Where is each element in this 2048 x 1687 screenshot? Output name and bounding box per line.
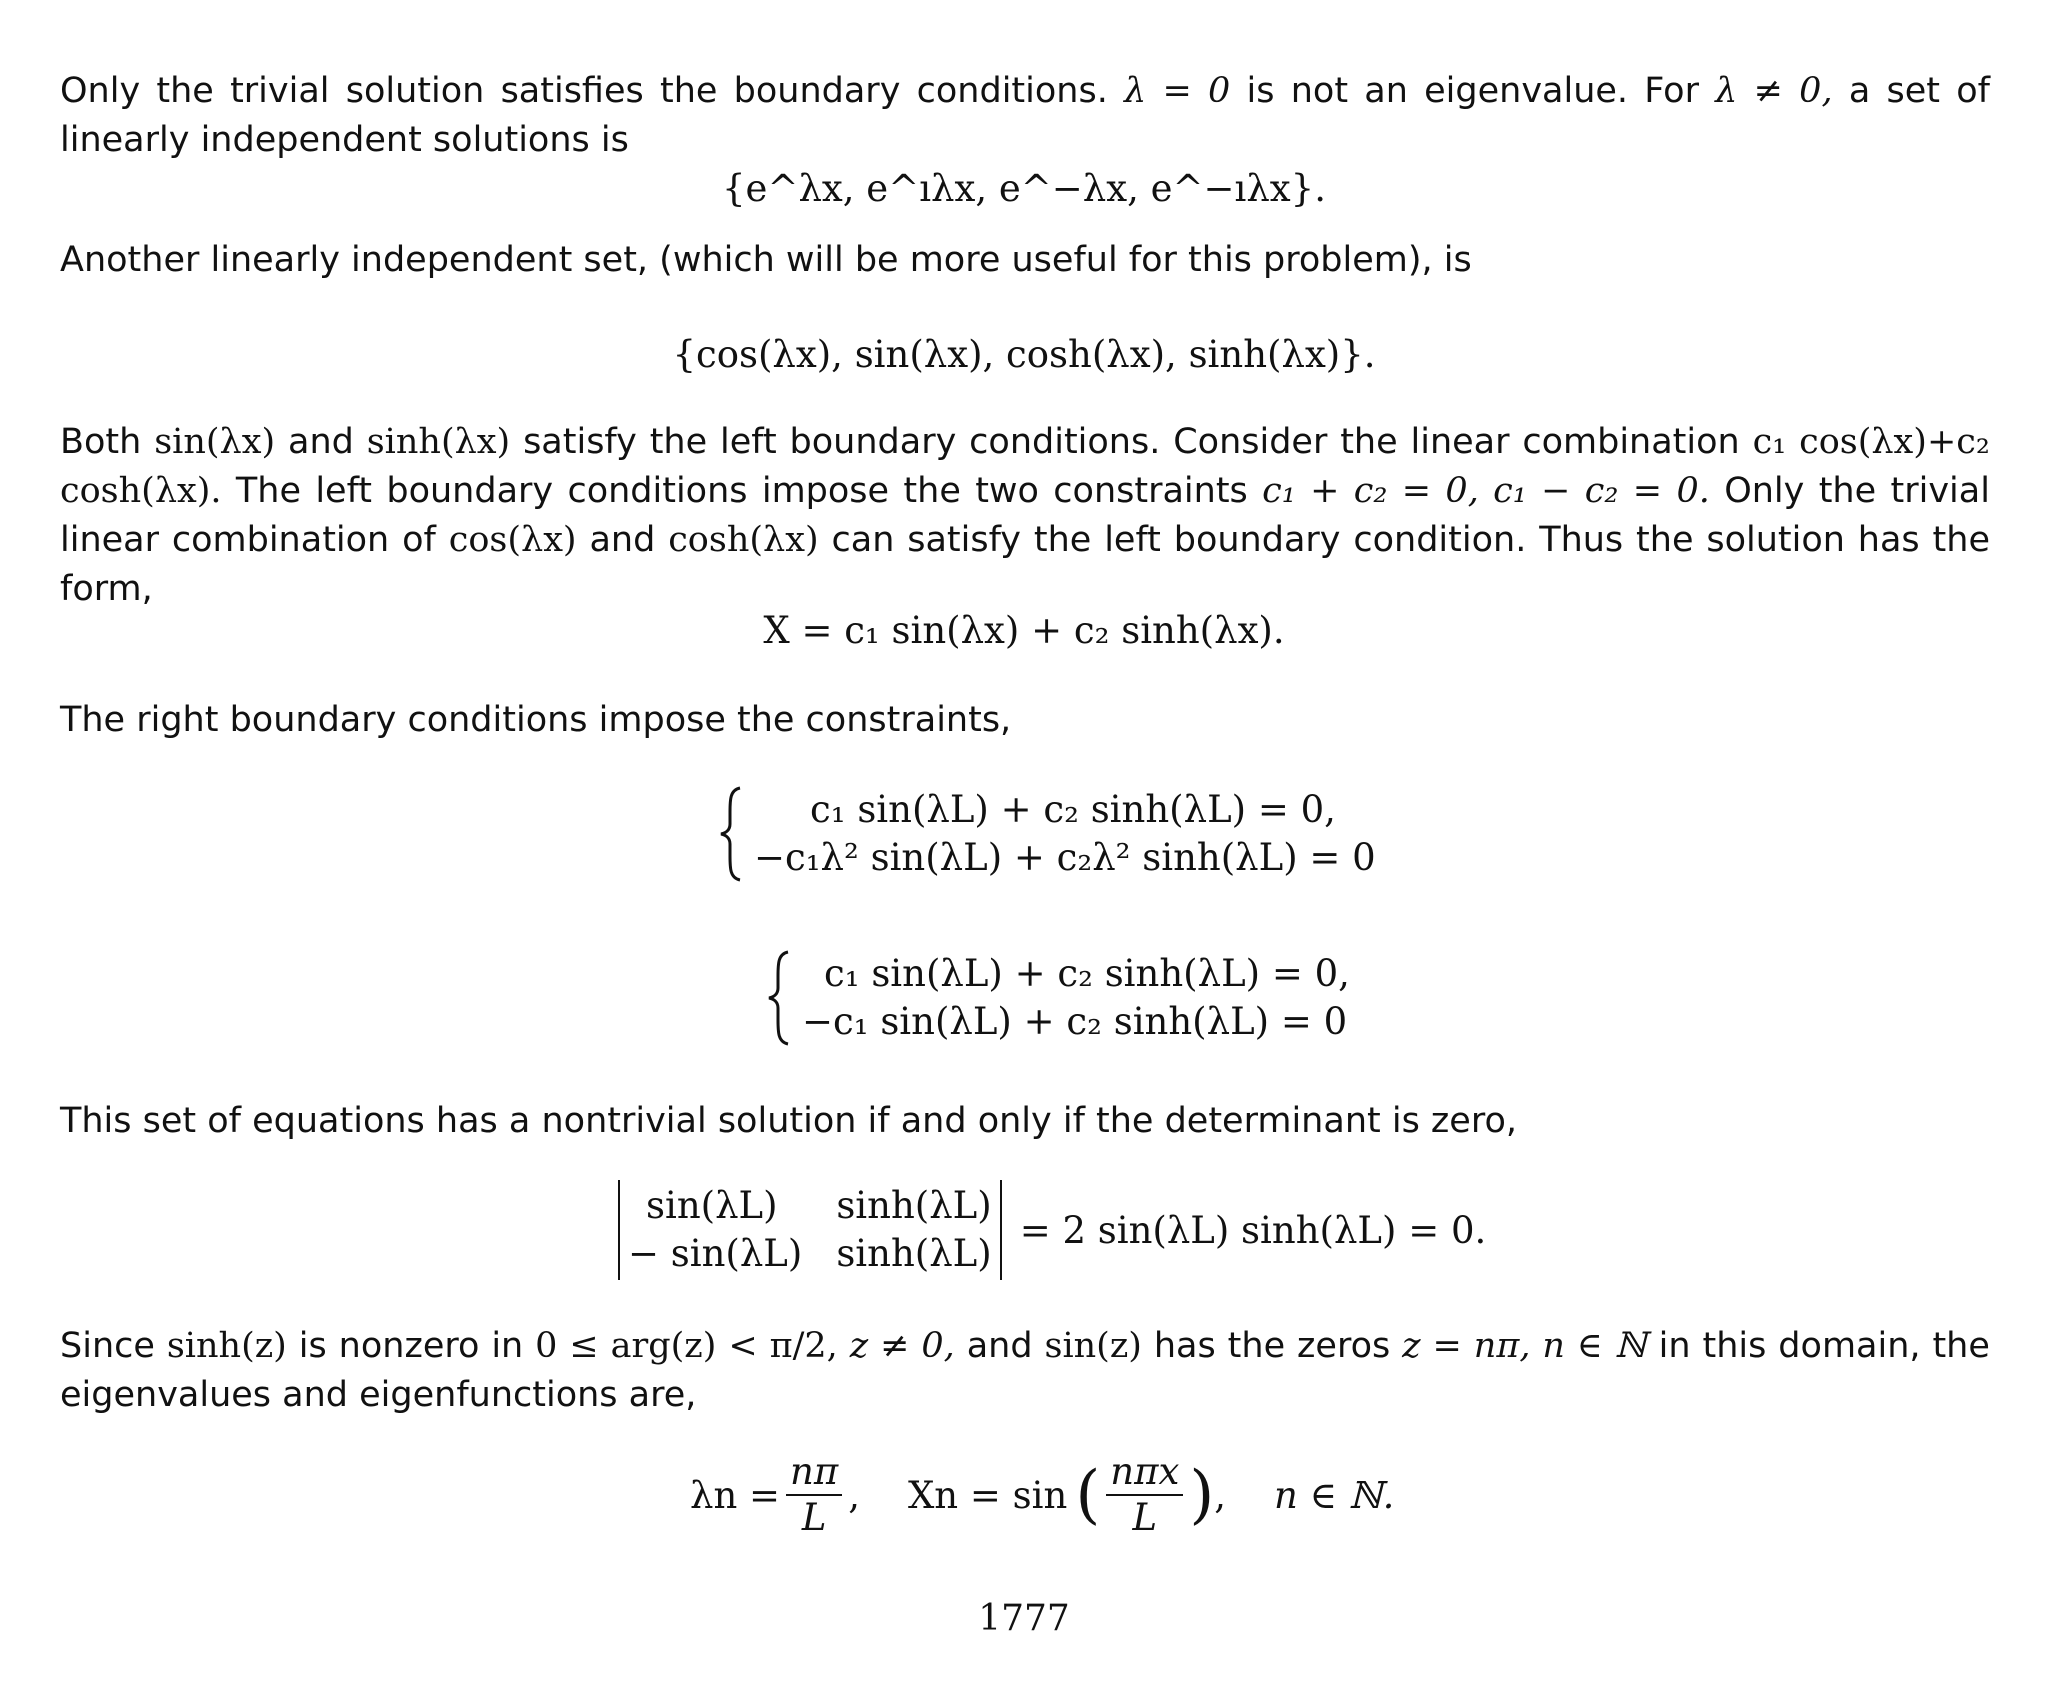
equation-system-1 bbox=[718, 786, 1376, 882]
paragraph-right-boundary bbox=[60, 696, 1990, 745]
eigenvalue-lhs: λn = bbox=[690, 1473, 781, 1517]
text: Only the trivial linear combination of bbox=[60, 471, 1990, 560]
determinant-result: = 2 sin(λL) sinh(λL) = 0. bbox=[1019, 1208, 1487, 1252]
math-inline: c₁ + c₂ = 0, bbox=[1262, 471, 1479, 511]
system-row: −c₁ sin(λL) + c₂ sinh(λL) = 0 bbox=[802, 1000, 1348, 1043]
equation-system-2 bbox=[766, 950, 1350, 1046]
text: a set of linearly independent solutions is bbox=[60, 71, 1990, 160]
math-inline: cosh(λx) bbox=[668, 520, 819, 560]
comma: , bbox=[1214, 1473, 1227, 1517]
math-inline: sin(λx) bbox=[154, 422, 276, 462]
fraction-numerator: nπ bbox=[786, 1450, 842, 1496]
paragraph-determinant bbox=[60, 1097, 1990, 1146]
text: Another linearly independent set, (which will be more useful for this problem), is bbox=[60, 240, 1472, 280]
system-row: c₁ sin(λL) + c₂ sinh(λL) = 0, bbox=[824, 952, 1350, 995]
fraction-numerator: nπx bbox=[1106, 1450, 1183, 1496]
fraction-denominator: L bbox=[801, 1496, 827, 1539]
text: and bbox=[288, 422, 354, 462]
text: has the zeros bbox=[1153, 1326, 1391, 1366]
equation-solution-form bbox=[0, 606, 2048, 656]
system-row: c₁ sin(λL) + c₂ sinh(λL) = 0, bbox=[810, 788, 1336, 831]
paragraph-intro bbox=[60, 67, 1990, 165]
equation-text: {e^λx, e^ıλx, e^−λx, e^−ıλx}. bbox=[722, 167, 1326, 210]
text: The left boundary conditions impose the two constraints bbox=[235, 471, 1248, 511]
math-inline: λ ≠ 0, bbox=[1715, 71, 1833, 111]
left-paren: ( bbox=[1075, 1458, 1101, 1532]
matrix-entry: sinh(λL) bbox=[836, 1184, 992, 1227]
equation-determinant bbox=[618, 1180, 1486, 1280]
system-row: −c₁λ² sin(λL) + c₂λ² sinh(λL) = 0 bbox=[754, 836, 1376, 879]
math-inline: sinh(λx) bbox=[366, 422, 511, 462]
text: and bbox=[966, 1326, 1033, 1366]
text: is not an eigenvalue. For bbox=[1246, 71, 1699, 111]
right-paren: ) bbox=[1189, 1458, 1215, 1532]
fraction bbox=[1106, 1450, 1183, 1540]
system-rows bbox=[754, 786, 1376, 882]
paragraph-another-set bbox=[60, 236, 1990, 285]
text: Both bbox=[60, 422, 142, 462]
matrix-entry: sinh(λL) bbox=[836, 1232, 992, 1275]
system-rows bbox=[802, 950, 1350, 1046]
comma: , bbox=[848, 1473, 860, 1517]
math-inline: c₁ cos(λx)+c₂ cosh(λx). bbox=[60, 422, 1990, 511]
math-inline: z = nπ, bbox=[1402, 1326, 1531, 1366]
eigenfunction-lhs: Xn = sin bbox=[907, 1473, 1068, 1517]
equation-exponential-set bbox=[0, 164, 2048, 214]
text: can satisfy the left boundary condition. Thus the solution has the form, bbox=[60, 520, 1990, 609]
fraction-denominator: L bbox=[1132, 1496, 1158, 1539]
math-inline: 0 ≤ arg(z) < π/2, bbox=[535, 1326, 838, 1366]
math-inline: cos(λx) bbox=[448, 520, 577, 560]
math-inline: λ = 0 bbox=[1124, 71, 1231, 111]
text: Since bbox=[60, 1326, 155, 1366]
text: Only the trivial solution satisfies the boundary conditions. bbox=[60, 71, 1108, 111]
determinant-matrix bbox=[618, 1180, 1002, 1280]
left-brace bbox=[766, 950, 792, 1046]
equation-text: {cos(λx), sin(λx), cosh(λx), sinh(λx)}. bbox=[672, 333, 1376, 376]
equation-eigen bbox=[690, 1450, 1394, 1540]
equation-text: X = c₁ sin(λx) + c₂ sinh(λx). bbox=[763, 609, 1285, 652]
math-inline: z ≠ 0, bbox=[849, 1326, 955, 1366]
math-inline: sinh(z) bbox=[166, 1326, 287, 1366]
text: The right boundary conditions impose the constraints, bbox=[60, 700, 1012, 740]
text: and bbox=[589, 520, 656, 560]
text: is nonzero in bbox=[298, 1326, 524, 1366]
page-number: 1777 bbox=[978, 1598, 1070, 1639]
left-brace bbox=[718, 786, 744, 882]
math-inline: sin(z) bbox=[1044, 1326, 1142, 1366]
paragraph-eigenvalues bbox=[60, 1322, 1990, 1420]
equation-trig-set bbox=[0, 330, 2048, 380]
matrix-entry: − sin(λL) bbox=[628, 1232, 803, 1275]
paragraph-left-boundary bbox=[60, 418, 1990, 614]
text: This set of equations has a nontrivial solution if and only if the determinant is zero, bbox=[60, 1101, 1517, 1141]
text: in this domain, the eigenvalues and eigenfunctions are, bbox=[60, 1326, 1990, 1415]
fraction bbox=[786, 1450, 842, 1540]
text: satisfy the left boundary conditions. Consider the linear combination bbox=[523, 422, 1740, 462]
matrix-entry: sin(λL) bbox=[646, 1184, 778, 1227]
math-inline: c₁ − c₂ = 0. bbox=[1493, 471, 1710, 511]
domain-statement: n ∈ ℕ. bbox=[1274, 1473, 1395, 1517]
math-inline: n ∈ ℕ bbox=[1542, 1326, 1647, 1366]
